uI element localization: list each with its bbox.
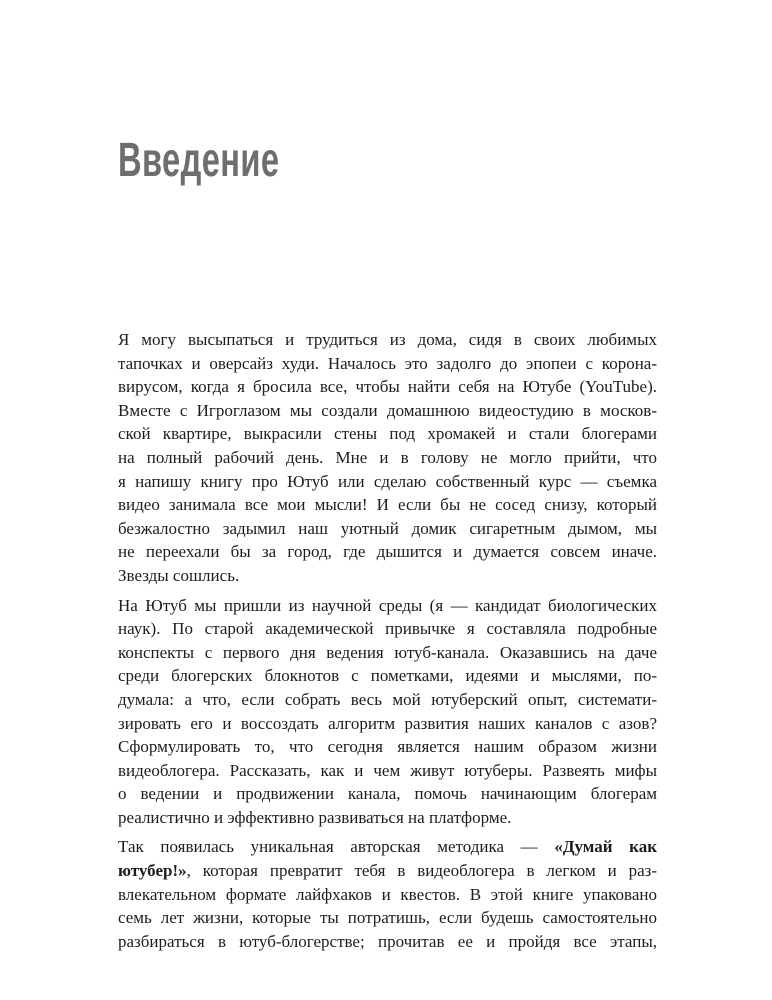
text-line: Я могу высыпаться и трудиться из дома, сидя в своих любимых [118,330,657,349]
body-text [118,328,657,953]
text-line: влекательном формате лайфхаков и квестов. В этой книге упаковано [118,884,657,904]
text-line [118,859,657,883]
text-line: Сформулировать то, что сегодня является нашим образом жизни [118,737,657,757]
text-line: Звезды сошлись. [118,565,240,585]
text-line: о ведении и продвижении канала, помочь начинающим блогерам [118,784,657,804]
text-segment: , которая превратит тебя в видеоблогера в легком и раз- [186,861,657,881]
bold-text-segment: «Думай как [554,837,657,857]
text-line: видео занимала все мои мысли! И если бы не сосед снизу, который [118,495,657,515]
text-line: ской квартире, выкрасили стены под хромакей и стали блогерами [118,424,657,444]
text-line: безжалостно задымил наш уютный домик сигаретным дымом, мы [118,518,657,538]
text-line: видеоблогера. Рассказать, как и чем живут ютуберы. Развеять мифы [118,760,657,780]
text-segment: Так появилась уникальная авторская методика — [118,837,555,857]
text-line: семь лет жизни, которые ты потратишь, если будешь самостоятельно [118,908,657,928]
paragraph [118,594,657,830]
text-line: На Ютуб мы пришли из научной среды (я — кандидат биологических [118,595,657,615]
text-line: тапочках и оверсайз худи. Началось это задолго до эпопеи с корона- [118,353,657,373]
bold-text-segment: ютубер!» [118,861,187,881]
text-line: конспекты с первого дня ведения ютуб-канала. Оказавшись на даче [118,642,657,662]
page-title: Введение [118,134,280,187]
text-line: не переехали бы за город, где дышится и думается совсем иначе. [118,542,657,562]
text-line: на полный рабочий день. Мне и в голову не могло прийти, что [118,447,657,467]
text-line [118,835,657,859]
text-line: я напишу книгу про Ютуб или сделаю собственный курс — съемка [118,471,657,491]
text-line: зировать его и воссоздать алгоритм развития наших каналов с азов? [118,713,657,733]
text-line: разбираться в ютуб-блогерстве; прочитав ее и пройдя все этапы, [118,931,657,951]
text-line: реалистично и эффективно развиваться на платформе. [118,807,512,827]
text-line: среди блогерских блокнотов с пометками, идеями и мыслями, по- [118,666,657,686]
text-line: Вместе с Игроглазом мы создали домашнюю видеостудию в москов- [118,400,657,420]
text-line: наук). По старой академической привычке я составляла подробные [118,619,657,639]
text-line: вирусом, когда я бросила все, чтобы найти себя на Ютубе (YouTube). [118,377,657,397]
text-line: думала: а что, если собрать весь мой ютуберский опыт, системати- [118,689,657,709]
paragraph [118,835,657,953]
paragraph [118,328,657,588]
